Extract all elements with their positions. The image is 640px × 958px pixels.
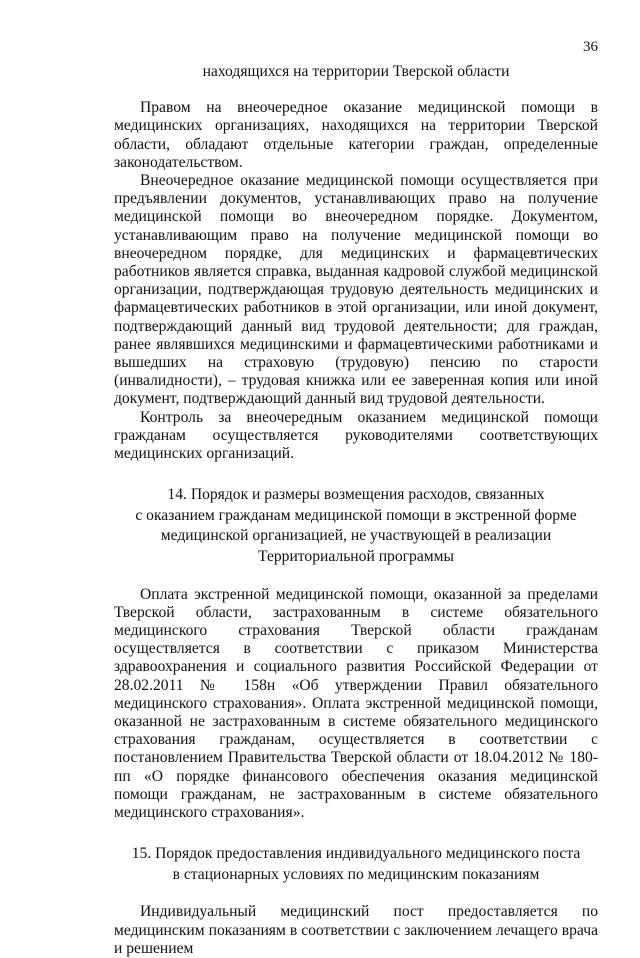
section-14-title-line: с оказанием гражданам медицинской помощи в экстренной форме (135, 506, 577, 524)
section-14-title-line: 14. Порядок и размеры возмещения расходов, связанных (167, 486, 545, 504)
spacer (114, 885, 598, 903)
section-15-title-line: в стационарных условиях по медицинским показаниям (172, 865, 540, 883)
page-content (114, 63, 598, 958)
section-14-title-line: Территориальной программы (258, 548, 454, 566)
paragraph-extraordinary-control: Контроль за внеочередным оказанием медицинской помощи гражданам осуществляется руководителями соответствующих медицинских организаций. (114, 408, 598, 463)
paragraph-extraordinary-right: Правом на внеочередное оказание медицинской помощи в медицинских организациях, находящихся на территории Тверской области, обладают отдельные категории граждан, определенные законодательством. (114, 99, 598, 171)
section-15-title-line: 15. Порядок предоставления индивидуального медицинского поста (131, 845, 581, 863)
page-number: 36 (583, 39, 598, 55)
section-14-paragraph: Оплата экстренной медицинской помощи, оказанной за пределами Тверской области, застрахованным в системе обязательного медицинского страхования Тверской области гражданам осуществляется в соответствии с приказом Министерства здравоохранения и социального развития Российской Федерации от 28.02.2011 № 158н «Об утверждении Правил обязательного медицинского страхования». Оплата экстренной медицинской помощи, оказанной не застрахованным в системе обязательного медицинского страхования гражданам, осуществляется в соответствии с постановлением Правительства Тверской области от 18.04.2012 № 180-пп «О порядке финансового обеспечения оказания медицинской помощи гражданам, не застрахованным в системе обязательного медицинского страхования». (114, 585, 598, 822)
spacer (114, 568, 598, 586)
section-15-paragraph: Индивидуальный медицинский пост предоставляется по медицинским показаниям в соответствии с заключением лечащего врача и решением (114, 903, 598, 957)
section-heading-continuation: находящихся на территории Тверской области (202, 63, 510, 80)
section-14-title (114, 485, 598, 567)
paragraph-extraordinary-documents: Внеочередное оказание медицинской помощи осуществляется при предъявлении документов, устанавливающих право на получение медицинской помощи во внеочередном порядке. Документом, устанавливающим право на получение медицинской помощи во внеочередном порядке, для медицинских и фармацевтических работников является справка, выданная кадровой службой медицинской организации, подтверждающая трудовую деятельность медицинских и фармацевтических работников в этой организации, или иной документ, подтверждающий данный вид трудовой деятельности; для граждан, ранее являвшихся медицинскими и фармацевтическими работниками и вышедших на страховую (трудовую) пенсию по старости (инвалидности), – трудовая книжка или ее заверенная копия или иной документ, подтверждающий данный вид трудовой деятельности. (114, 172, 598, 408)
section-14-title-line: медицинской организацией, не участвующей в реализации (160, 527, 552, 545)
section-15-title (114, 844, 598, 885)
